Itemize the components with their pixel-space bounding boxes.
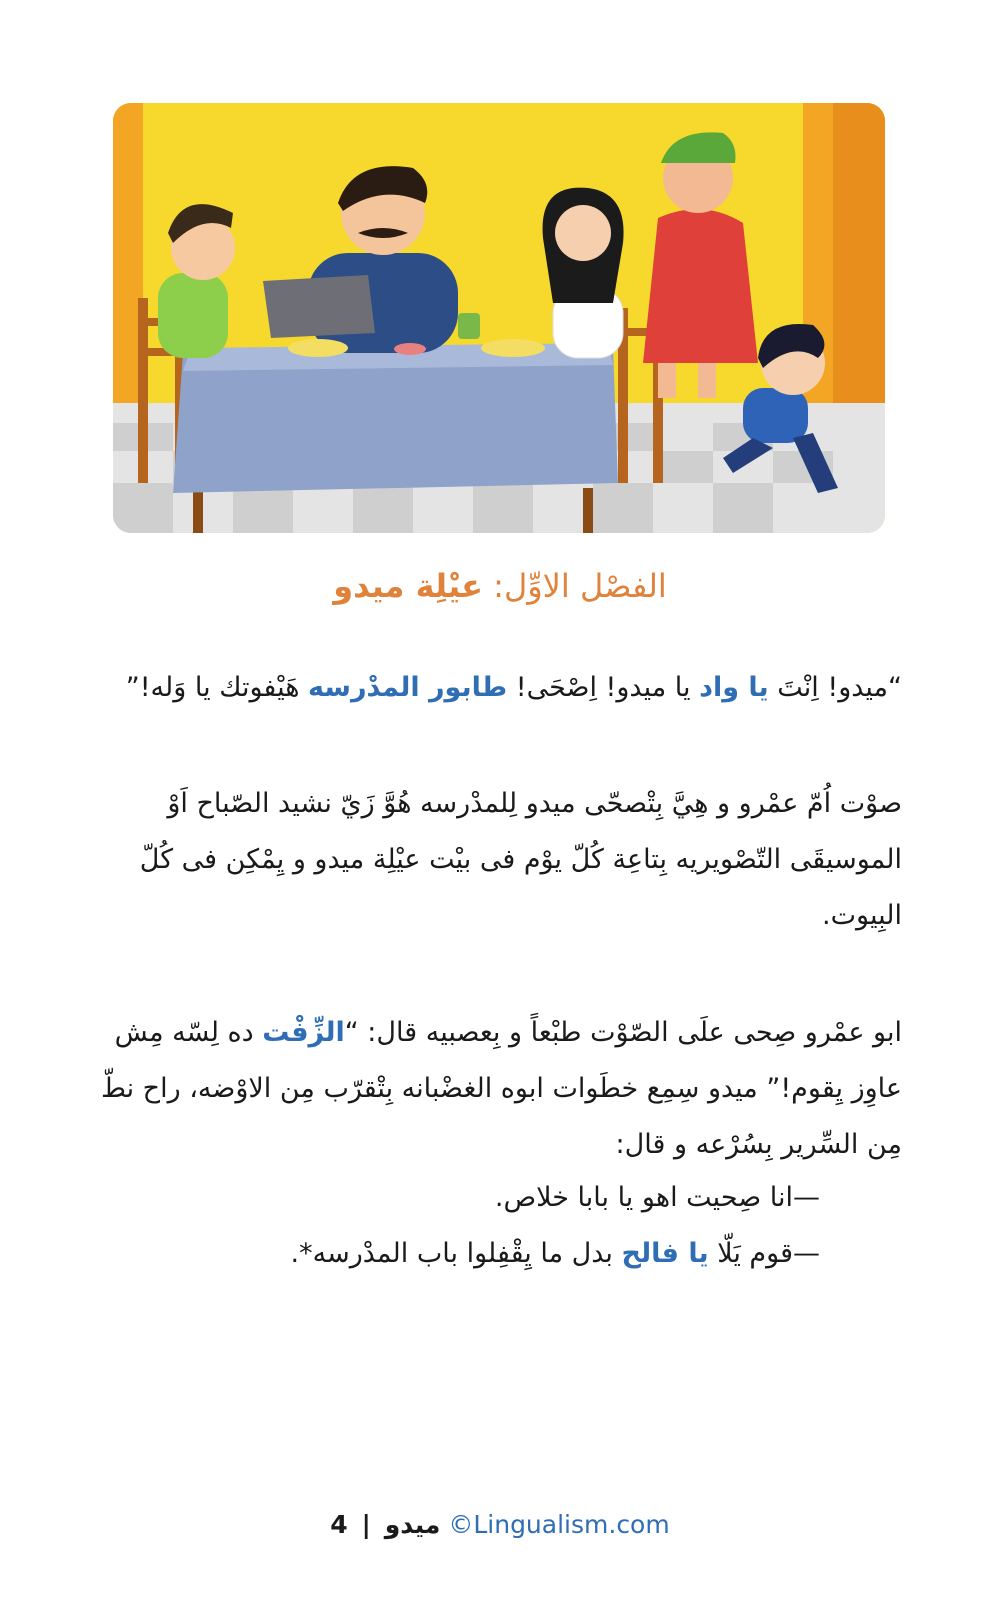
text-run: هَيْفوتك يا وَله!” xyxy=(125,672,309,703)
text-run: ده لِسّه مِش عاوِز يِقوم!” ميدو سِمِع خطَوات ابوه الغضْبانه بِتْقرّب مِن الاوْضه، راح نطّ مِن السِّرير بِسُرْعه و قال: xyxy=(100,1017,902,1160)
chapter-title xyxy=(0,567,1000,605)
text-run: ابو عمْرو صِحى علَى الصّوْت طبْعاً و بِعصبيه قال: “ xyxy=(344,1017,902,1048)
paragraph-3 xyxy=(100,1005,902,1173)
text-run: بدل ما يِقْفِلوا باب المدْرسه*. xyxy=(290,1238,622,1269)
page-number: 4 xyxy=(330,1510,348,1539)
text-run: يا ميدو! اِصْحَى! xyxy=(507,672,700,703)
highlighted-term: يا واد xyxy=(699,672,769,703)
dialogue-line-1: —انا صِحيت اهو يا بابا خلاص. xyxy=(494,1182,820,1213)
chapter-label: الفصْل الاوِّل: xyxy=(493,567,667,605)
book-title: ميدو xyxy=(384,1510,441,1539)
highlighted-term: الزِّفْت xyxy=(262,1017,345,1048)
footer-separator: | xyxy=(361,1510,371,1539)
paragraph-1 xyxy=(100,660,902,716)
chapter-name: عيْلِة ميدو xyxy=(333,567,483,605)
family-breakfast-illustration xyxy=(113,103,885,533)
paragraph-2: صوْت اُمّ عمْرو و هِيَّ بِتْصحّى ميدو لِلمدْرسه هُوَّ زَيّ نشيد الصّباح اَوْ الموسيقَى التّصْويريه بِتاعِة كُلّ يوْم فى بيْت عيْلِة ميدو و يِمْكِن فى كُلّ البِيوت. xyxy=(139,788,902,931)
page-footer xyxy=(0,1510,1000,1539)
text-run: “ميدو! اِنْتَ xyxy=(768,672,902,703)
text-run: —قوم يَلّا xyxy=(708,1238,820,1269)
copyright-link[interactable]: ©Lingualism.com xyxy=(448,1510,670,1539)
highlighted-term: يا فالح xyxy=(621,1238,709,1269)
highlighted-term: طابور المدْرسه xyxy=(308,672,508,703)
dialogue-line-2 xyxy=(100,1226,820,1282)
